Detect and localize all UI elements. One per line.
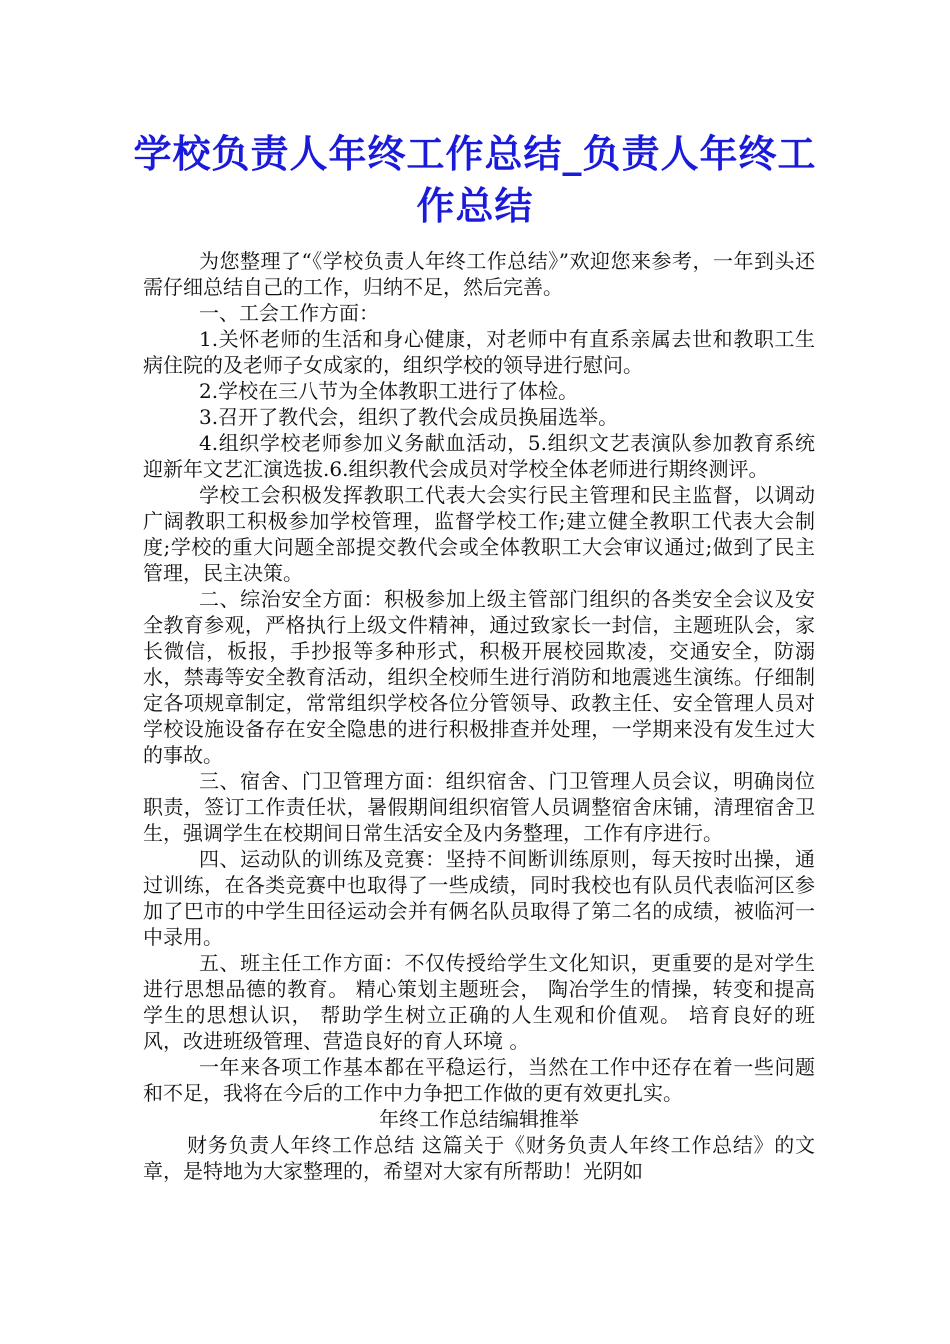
paragraph-union-item-1: 1.关怀老师的生活和身心健康，对老师中有直系亲属去世和教职工生病住院的及老师子女成家的，组织学校的领导进行慰问。 xyxy=(143,327,815,377)
paragraph-union-item-4-6: 4.组织学校老师参加义务献血活动，5.组织文艺表演队参加教育系统迎新年文艺汇演选拔.6.组织教代会成员对学校全体老师进行期终测评。 xyxy=(143,431,815,481)
paragraph-union-heading: 一、工会工作方面： xyxy=(199,301,379,325)
section-heading: 年终工作总结编辑推举 xyxy=(379,1107,579,1131)
paragraph-dormitory: 三、宿舍、门卫管理方面：组织宿舍、门卫管理人员会议，明确岗位职责，签订工作责任状，暑假期间组织宿管人员调整宿舍床铺，清理宿舍卫生，强调学生在校期间日常生活安全及内务整理，工作有序进行。 xyxy=(143,769,815,845)
paragraph-union-item-2: 2.学校在三八节为全体教职工进行了体检。 xyxy=(199,379,579,403)
paragraph-sports-team: 四、运动队的训练及竞赛：坚持不间断训练原则，每天按时出操，通过训练，在各类竞赛中也取得了一些成绩，同时我校也有队员代表临河区参加了巴市的中学生田径运动会并有俩名队员取得了第二名的成绩，被临河一中录用。 xyxy=(143,847,815,949)
paragraph-intro: 为您整理了“《学校负责人年终工作总结》”欢迎您来参考，一年到头还需仔细总结自己的工作，归纳不足，然后完善。 xyxy=(143,249,815,299)
paragraph-union-item-3: 3.召开了教代会，组织了教代会成员换届选举。 xyxy=(199,405,619,429)
document-body xyxy=(143,248,815,1184)
paragraph-head-teacher: 五、班主任工作方面：不仅传授给学生文化知识，更重要的是对学生进行思想品德的教育。 精心策划主题班会， 陶冶学生的情操，转变和提高学生的思想认识， 帮助学生树立正确的人生观和价值观。 培育良好的班风，改进班级管理、营造良好的育人环境 。 xyxy=(143,951,815,1053)
paragraph-recommendation: 财务负责人年终工作总结 这篇关于《财务负责人年终工作总结》的文章，是特地为大家整理的，希望对大家有所帮助！光阴如 xyxy=(143,1133,815,1183)
document-title: 学校负责人年终工作总结_负责人年终工作总结 xyxy=(133,131,817,228)
paragraph-safety: 二、综治安全方面：积极参加上级主管部门组织的各类安全会议及安全教育参观，严格执行上级文件精神，通过致家长一封信，主题班队会，家长微信，板报，手抄报等多种形式，积极开展校园欺凌，交通安全，防溺水，禁毒等安全教育活动，组织全校师生进行消防和地震逃生演练。仔细制定各项规章制定，常常组织学校各位分管领导、政教主任、安全管理人员对学校设施设备存在安全隐患的进行积极排查并处理，一学期来没有发生过大的事故。 xyxy=(143,587,815,767)
paragraph-conclusion: 一年来各项工作基本都在平稳运行，当然在工作中还存在着一些问题和不足，我将在今后的工作中力争把工作做的更有效更扎实。 xyxy=(143,1055,815,1105)
paragraph-union-summary: 学校工会积极发挥教职工代表大会实行民主管理和民主监督，以调动广阔教职工积极参加学校管理，监督学校工作;建立健全教职工代表大会制度;学校的重大问题全部提交教代会或全体教职工大会审议通过;做到了民主管理，民主决策。 xyxy=(143,483,815,585)
